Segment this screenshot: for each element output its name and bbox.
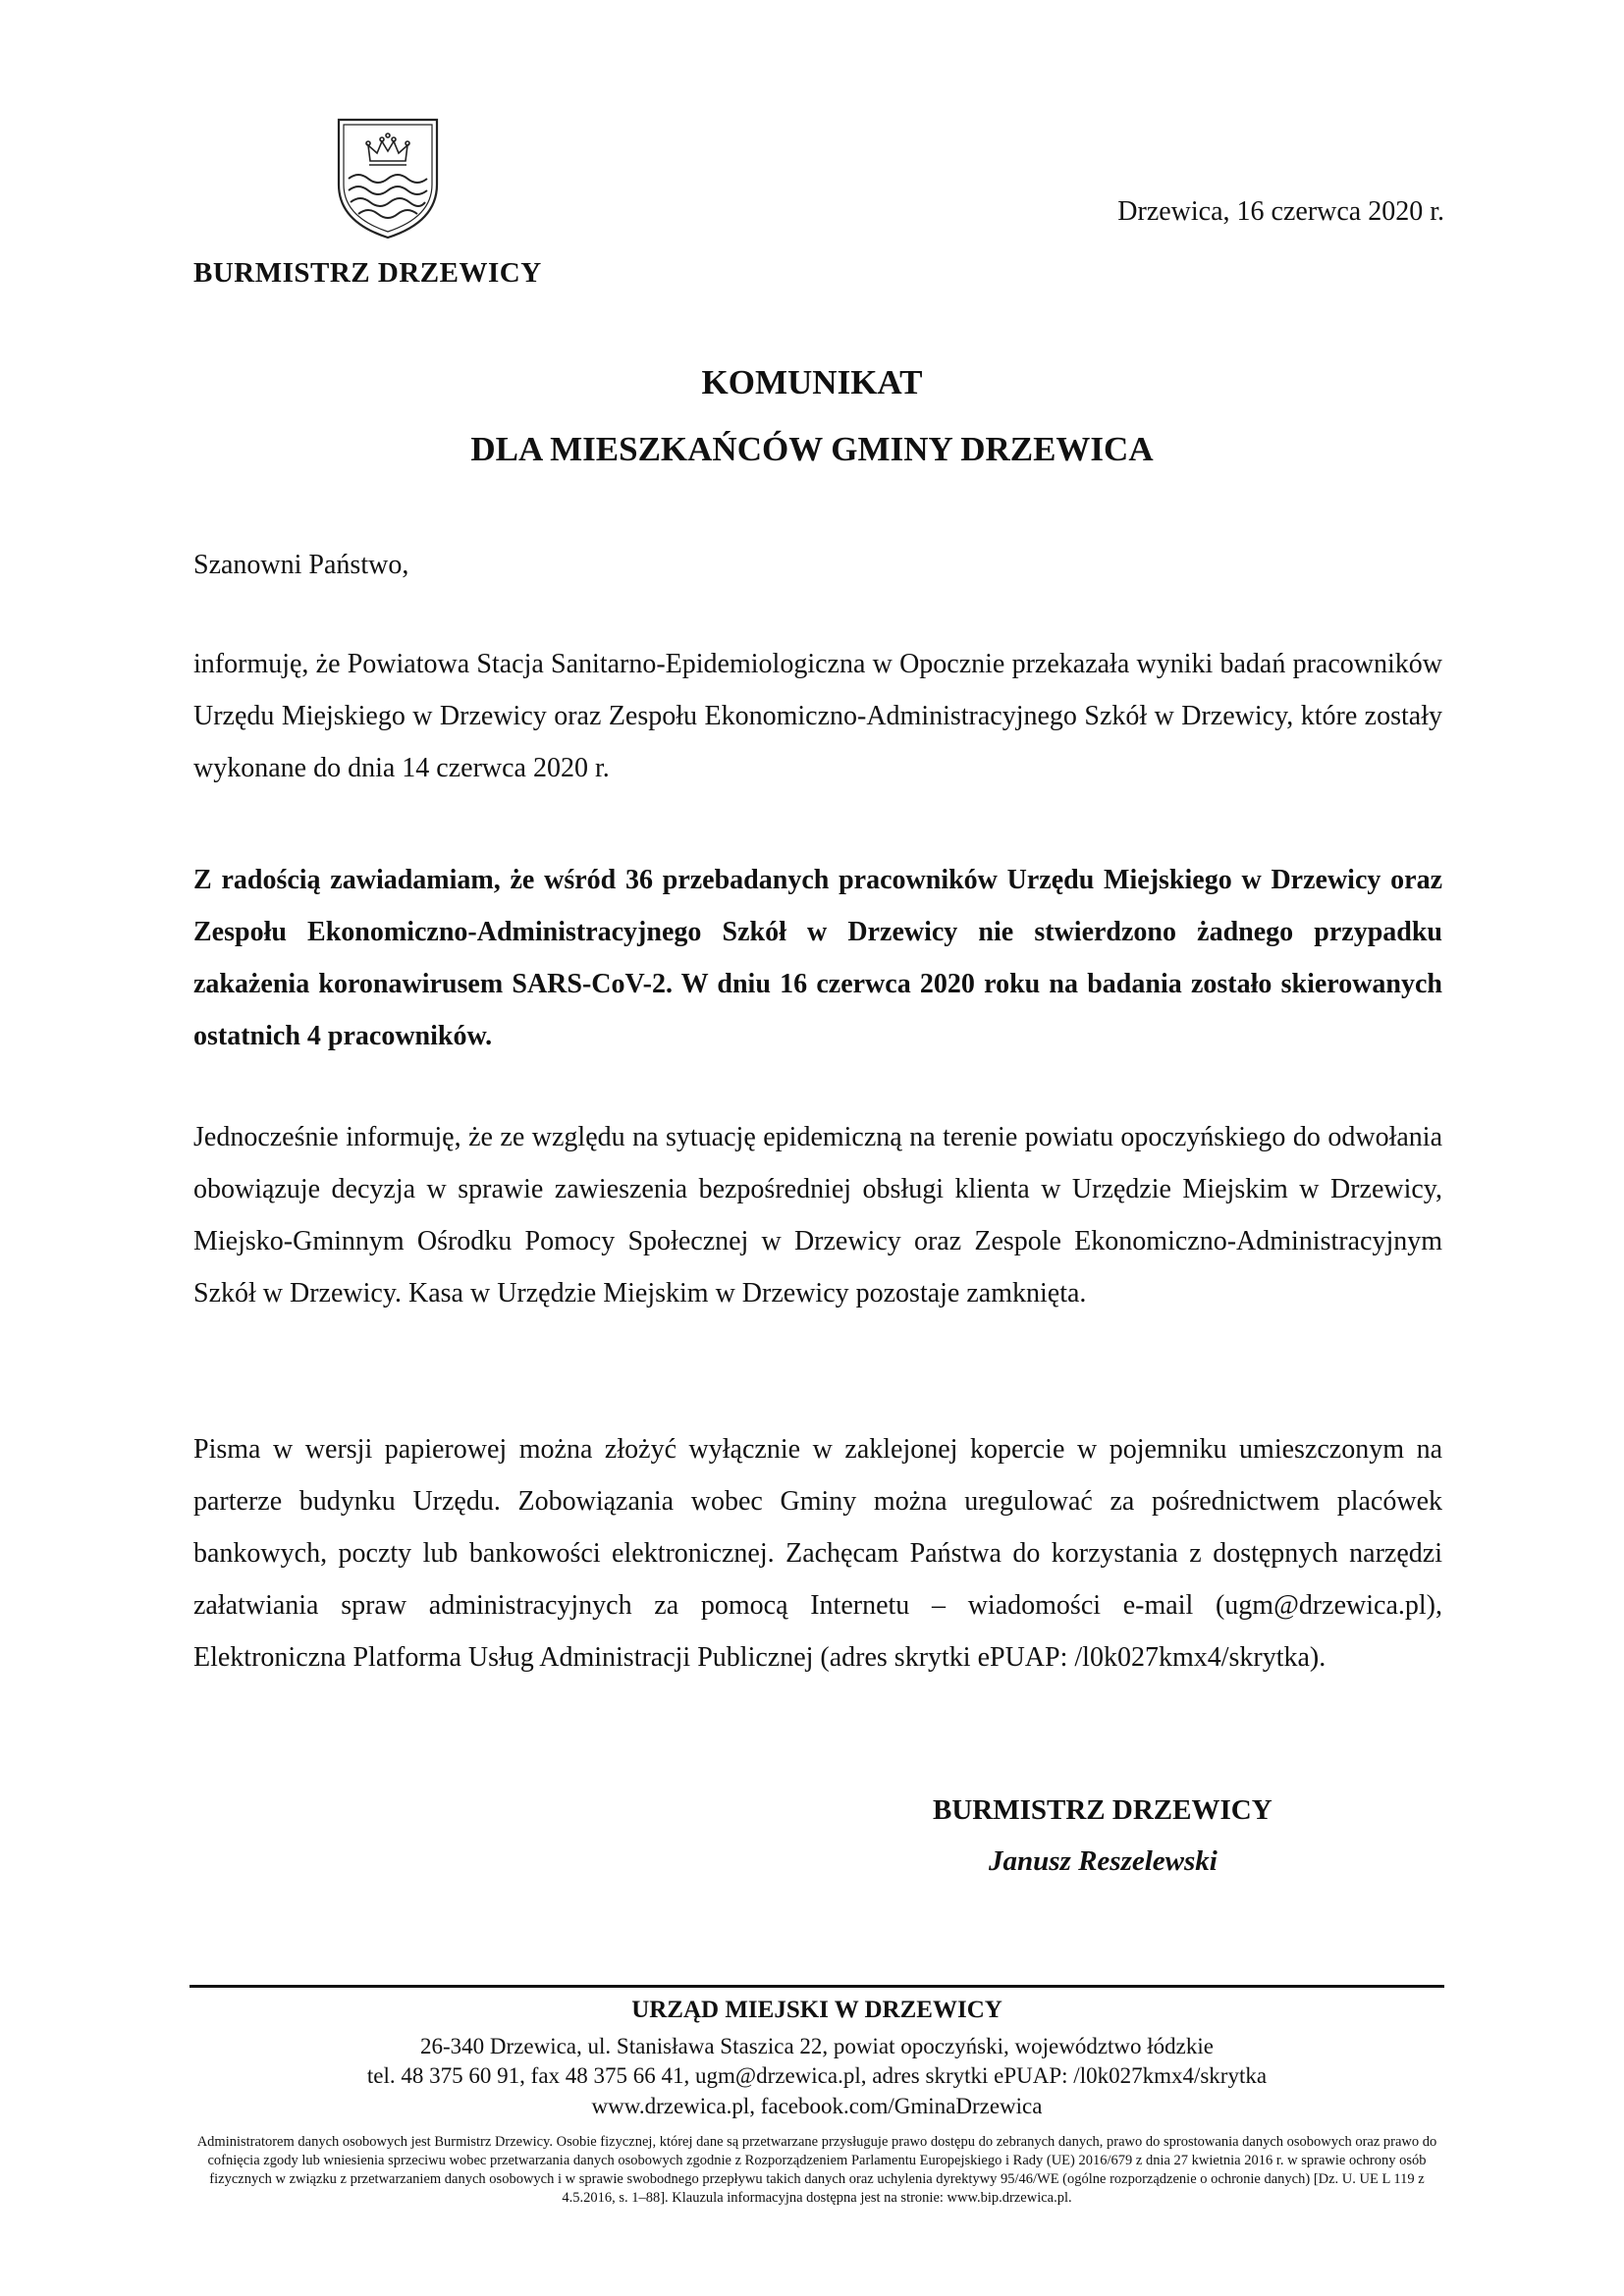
letter-date: Drzewica, 16 czerwca 2020 r. — [1117, 196, 1444, 227]
paragraph-test-results: informuję, że Powiatowa Stacja Sanitarno-Epidemiologiczna w Opocznie przekazała wyniki badań pracowników Urzędu Miejskiego w Drzewicy oraz Zespołu Ekonomiczno-Administracyjnego Szkół w Drzewicy, które zostały wykonane do dnia 14 czerwca 2020 r. — [193, 649, 1442, 783]
footer-contact: tel. 48 375 60 91, fax 48 375 66 41, ugm@drzewica.pl, adres skrytki ePUAP: /l0k027kmx4/skrytka — [366, 2063, 1268, 2088]
footer-web: www.drzewica.pl, facebook.com/GminaDrzewica — [591, 2094, 1043, 2118]
footer-office-name: URZĄD MIEJSKI W DRZEWICY — [631, 1997, 1002, 2023]
paragraph-service-suspension: Jednocześnie informuję, że ze względu na sytuację epidemiczną na terenie powiatu opoczyńskiego do odwołania obowiązuje decyzja w sprawie zawieszenia bezpośredniej obsługi klienta w Urzędzie Miejskim w Drzewicy, Miejsko-Gminnym Ośrodku Pomocy Społecznej w Drzewicy oraz Zespole Ekonomiczno-Administracyjnym Szkół w Drzewicy. Kasa w Urzędzie Miejskim w Drzewicy pozostaje zamknięta. — [193, 1122, 1442, 1308]
issuing-authority: BURMISTRZ DRZEWICY — [193, 257, 542, 289]
footer-address: 26-340 Drzewica, ul. Stanisława Staszica 22, powiat opoczyński, województwo łódzkie — [420, 2034, 1214, 2058]
signature-title: BURMISTRZ DRZEWICY — [933, 1794, 1272, 1826]
salutation: Szanowni Państwo, — [193, 550, 409, 580]
paragraph-contact-options: Pisma w wersji papierowej można złożyć wyłącznie w zaklejonej kopercie w pojemniku umieszczonym na parterze budynku Urzędu. Zobowiązania wobec Gminy można uregulować za pośrednictwem placówek bankowych, poczty lub bankowości elektronicznej. Zachęcam Państwa do korzystania z dostępnych narzędzi załatwiania spraw administracyjnych za pomocą Internetu – wiadomości e-mail (ugm@drzewica.pl), Elektroniczna Platforma Usług Administracji Publicznej (adres skrytki ePUAP: /l0k027kmx4/skrytka). — [193, 1434, 1442, 1673]
gdpr-clause: Administratorem danych osobowych jest Burmistrz Drzewicy. Osobie fizycznej, której dane są przetwarzane przysługuje prawo dostępu do zebranych danych, prawo do sprostowania danych osobowych oraz prawo do cofnięcia zgody lub wniesienia sprzeciwu wobec przetwarzania danych osobowych zgodnie z Rozporządzeniem Parlamentu Europejskiego i Rady (UE) 2016/679 z dnia 27 kwietnia 2016 r. w sprawie ochrony osób fizycznych w związku z przetwarzaniem danych osobowych i w sprawie swobodnego przepływu takich danych oraz uchylenia dyrektywy 95/46/WE (ogólne rozporządzenie o ochronie danych) [Dz. U. UE L 119 z 4.5.2016, s. 1–88]. Klauzula informacyjna dostępna jest na stronie: www.bip.drzewica.pl. — [196, 2134, 1437, 2206]
document-subtitle: DLA MIESZKAŃCÓW GMINY DRZEWICA — [470, 430, 1154, 468]
footer-divider — [189, 1985, 1444, 1988]
paragraph-negative-results: Z radością zawiadamiam, że wśród 36 przebadanych pracowników Urzędu Miejskiego w Drzewicy oraz Zespołu Ekonomiczno-Administracyjnego Szkół w Drzewicy nie stwierdzono żadnego przypadku zakażenia koronawirusem SARS-CoV-2. W dniu 16 czerwca 2020 roku na badania zostało skierowanych ostatnich 4 pracowników. — [193, 865, 1442, 1051]
document-title: KOMUNIKAT — [701, 363, 923, 401]
signature-name: Janusz Reszelewski — [989, 1845, 1218, 1877]
coat-of-arms-icon — [335, 116, 441, 241]
